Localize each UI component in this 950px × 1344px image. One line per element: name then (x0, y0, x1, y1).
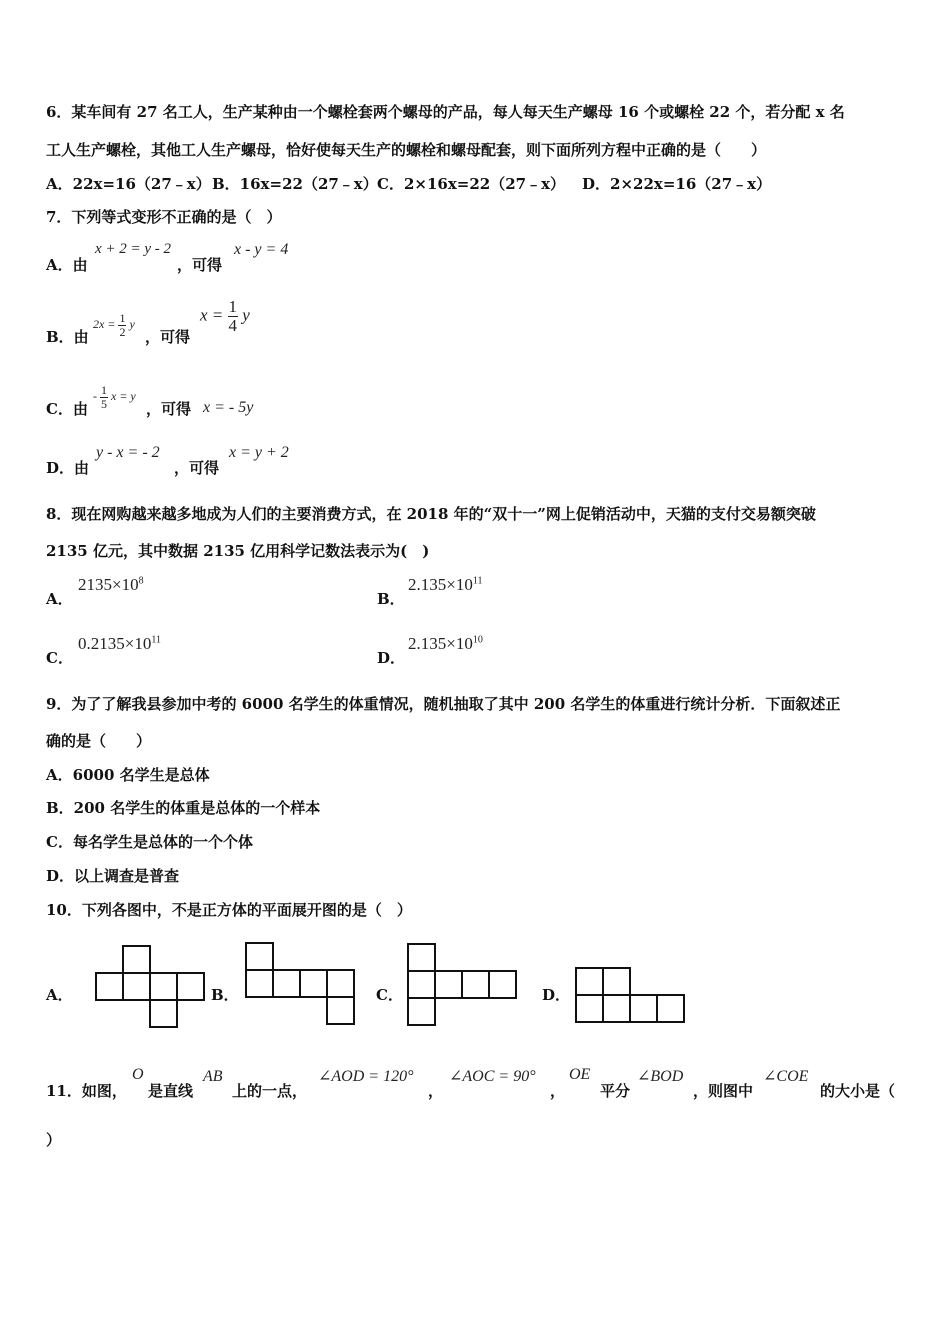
q11-angle-aod: ∠AOD = 120° (318, 1068, 414, 1085)
q7-b-result-var: y (242, 305, 250, 325)
net-b-square (327, 997, 354, 1024)
q11-angle-coe: ∠COE (763, 1068, 809, 1085)
q10-label-c: C． (376, 986, 403, 1004)
q6-option-b: B．16x=22（27﹣x） (212, 175, 378, 193)
q10-label-d: D． (542, 986, 571, 1004)
q6-option-d: D．2×22x=16（27﹣x） (582, 175, 772, 193)
q11-point-o: O (132, 1066, 144, 1083)
net-a-square (150, 1000, 177, 1027)
q9-line-2: 确的是（ ） (46, 732, 152, 750)
q7-b-given-left: 2x = (93, 316, 116, 331)
q11-line-2: ） (46, 1131, 62, 1149)
q6-option-a: A．22x=16（27﹣x） (46, 175, 211, 193)
q11-text-4: ，则图中 (693, 1082, 754, 1100)
q9-option-c: C．每名学生是总体的一个个体 (46, 833, 253, 851)
net-b-square (246, 970, 273, 997)
net-d-square (576, 968, 603, 995)
q7-d-given: y - x = - 2 (96, 444, 160, 461)
net-c-square (435, 971, 462, 998)
q10-label-a: A． (46, 986, 73, 1004)
q9-option-a: A．6000 名学生是总体 (46, 766, 210, 784)
net-c-square (408, 998, 435, 1025)
net-c-square (408, 944, 435, 971)
q10-net-a (90, 940, 210, 1032)
q7-stem: 7．下列等式变形不正确的是（ ） (46, 208, 282, 226)
net-b-square (246, 943, 273, 970)
net-a-square (150, 973, 177, 1000)
q8-option-b-label: B． (377, 590, 405, 608)
net-a-square (123, 946, 150, 973)
q7-b-given (93, 312, 135, 338)
q8-line-2: 2135 亿元，其中数据 2135 亿用科学记数法表示为( ) (46, 542, 430, 560)
net-c-square (462, 971, 489, 998)
q7-c-given-fraction: $\frac{1}{5}$ (101, 383, 107, 411)
q11-ray-oe: OE (569, 1066, 591, 1083)
q11-text-5: 的大小是（ (820, 1082, 896, 1100)
net-b-square (273, 970, 300, 997)
q7-b-result-fraction: $\frac{1}{4}$ (228, 297, 238, 335)
q7-d-mid: ，可得 (174, 459, 220, 477)
net-c-square (489, 971, 516, 998)
q8-option-d-label: D． (377, 649, 406, 667)
q10-label-b: B． (211, 986, 239, 1004)
q6-line-1: 6．某车间有 27 名工人，生产某种由一个螺栓套两个螺母的产品，每人每天生产螺母 16 个或螺栓 22 个，若分配 x 名 (46, 103, 845, 121)
q6-option-c: C．2×16x=22（27﹣x） (377, 175, 566, 193)
net-a-square (96, 973, 123, 1000)
q10-net-d (570, 962, 692, 1028)
q11-comma-1: ， (428, 1082, 444, 1100)
q8-line-1: 8．现在网购越来越多地成为人们的主要消费方式，在 2018 年的“双十一”网上促销活动中，天猫的支付交易额突破 (46, 505, 816, 523)
q7-b-result-left: x = (200, 305, 224, 325)
q8-option-c-value: $0.2135\times 10^{11}$ (78, 634, 161, 653)
q11-angle-aoc: ∠AOC = 90° (449, 1068, 536, 1085)
net-d-square (603, 995, 630, 1022)
net-a-square (177, 973, 204, 1000)
net-d-square (657, 995, 684, 1022)
q10-net-b (240, 937, 360, 1029)
q7-b-given-fraction: $\frac{1}{2}$ (119, 311, 126, 339)
q11-number: 11．如图， (46, 1082, 127, 1100)
net-d-square (630, 995, 657, 1022)
q9-line-1: 9．为了了解我县参加中考的 6000 名学生的体重情况，随机抽取了其中 200 名学生的体重进行统计分析．下面叙述正 (46, 695, 841, 713)
q11-comma-2: ， (550, 1082, 566, 1100)
q7-d-label: D．由 (46, 459, 90, 477)
q8-option-b-value: $2.135\times 10^{11}$ (408, 575, 483, 594)
q7-b-label: B．由 (46, 328, 89, 346)
q8-option-a-value: $2135\times 10^8$ (78, 575, 144, 594)
q8-option-c-label: C． (46, 649, 73, 667)
q6-line-2: 工人生产螺栓，其他工人生产螺母，恰好使每天生产的螺栓和螺母配套，则下面所列方程中正确的是（ ） (46, 141, 767, 159)
net-c-square (408, 971, 435, 998)
q11-text-1: 是直线 (148, 1082, 194, 1100)
q7-a-mid: ，可得 (177, 256, 223, 274)
q7-c-label: C．由 (46, 400, 88, 418)
q8-option-d-value: $2.135\times 10^{10}$ (408, 634, 483, 653)
q7-d-result: x = y + 2 (229, 444, 289, 461)
q7-b-result (200, 298, 250, 335)
q10-net-c (402, 938, 522, 1030)
net-b-square (327, 970, 354, 997)
net-a-square (123, 973, 150, 1000)
q8-option-a-label: A． (46, 590, 73, 608)
net-d-square (576, 995, 603, 1022)
q7-b-given-var: y (129, 316, 135, 331)
q9-option-d: D．以上调查是普查 (46, 867, 180, 885)
q11-angle-bod: ∠BOD (637, 1068, 684, 1085)
q11-line-ab: AB (203, 1068, 223, 1085)
q7-c-given (93, 384, 136, 410)
q7-c-given-sign: - (93, 388, 97, 403)
net-b-square (300, 970, 327, 997)
net-d-square (603, 968, 630, 995)
q7-a-given: x + 2 = y - 2 (95, 241, 172, 257)
q9-option-b: B．200 名学生的体重是总体的一个样本 (46, 799, 321, 817)
q7-a-result: x - y = 4 (234, 241, 289, 258)
q7-a-label: A．由 (46, 256, 88, 274)
q7-b-mid: ，可得 (145, 328, 191, 346)
q7-c-mid: ，可得 (146, 400, 192, 418)
q10-stem: 10．下列各图中，不是正方体的平面展开图的是（ ） (46, 901, 412, 919)
q11-text-2: 上的一点， (232, 1082, 308, 1100)
q7-c-given-rest: x = y (111, 388, 136, 403)
q11-text-3: 平分 (600, 1082, 631, 1100)
q7-c-result: x = - 5y (203, 399, 254, 416)
